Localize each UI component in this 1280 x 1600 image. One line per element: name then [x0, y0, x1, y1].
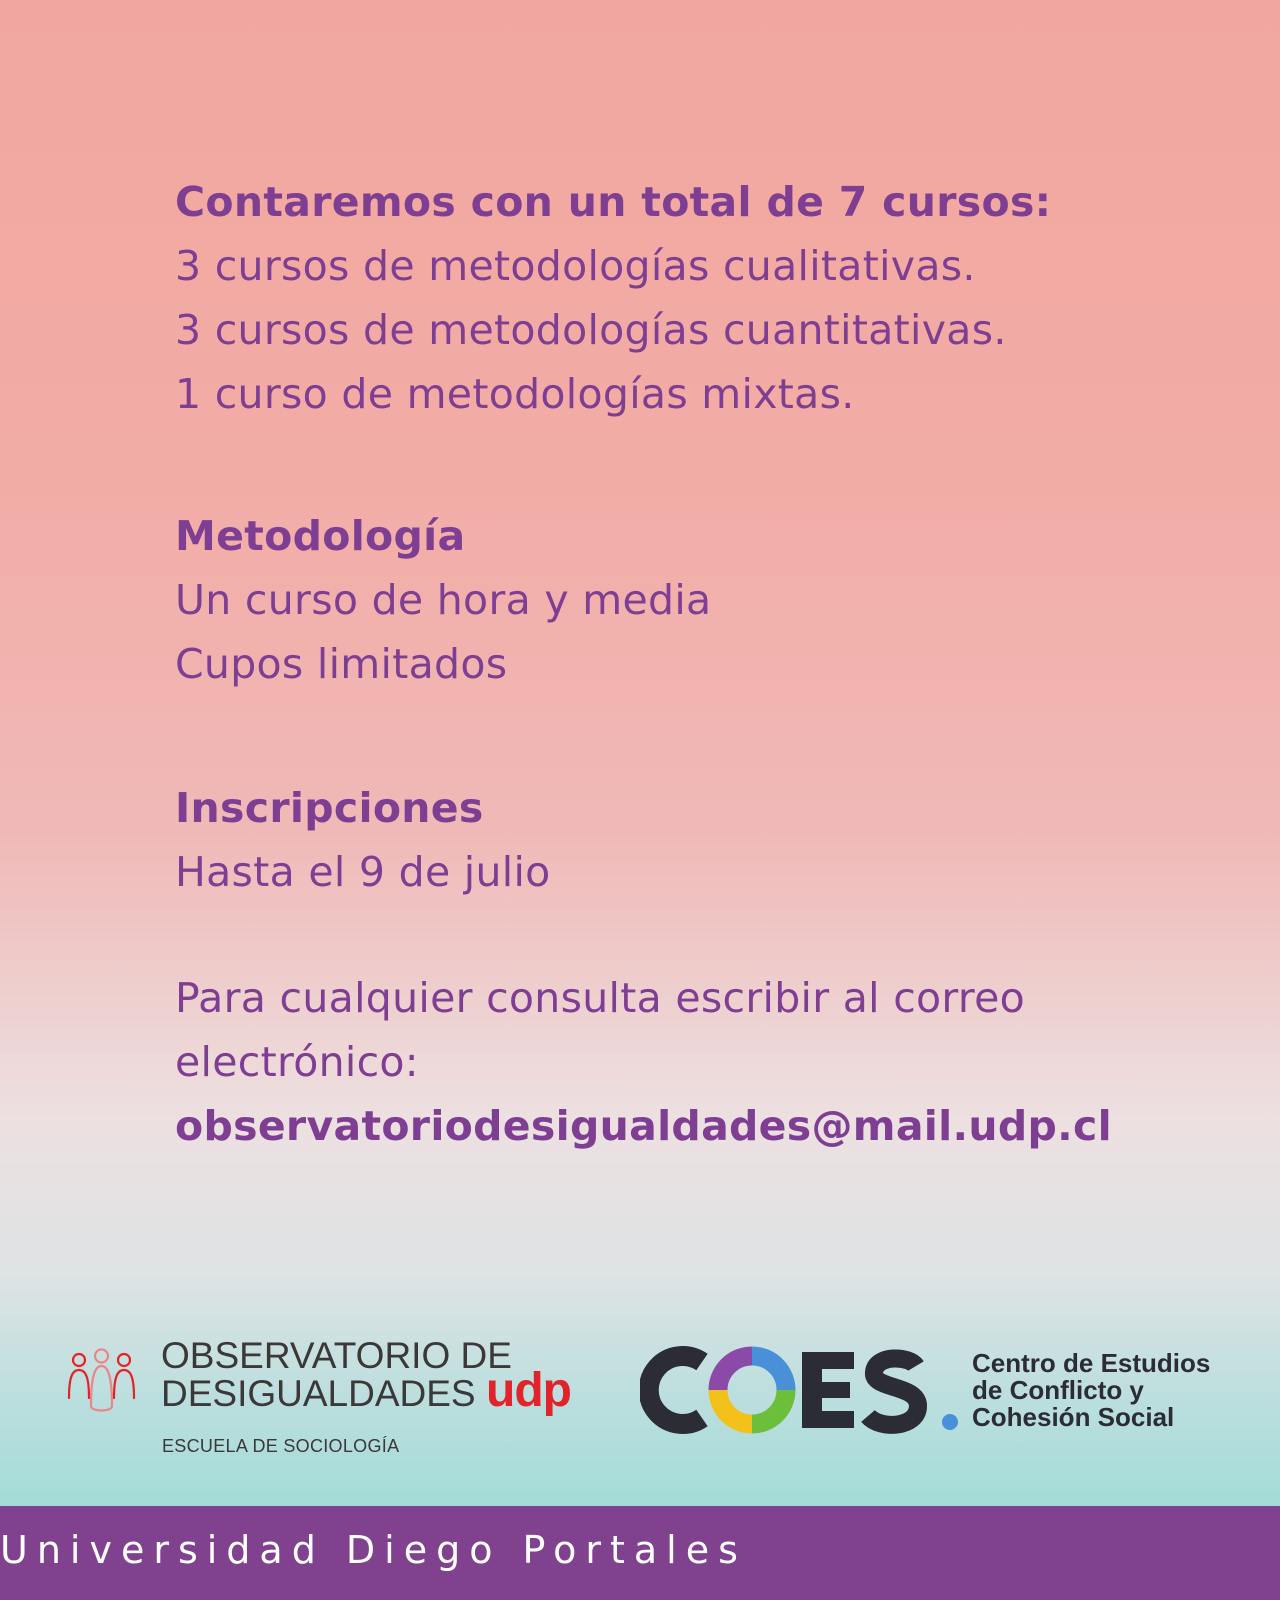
registration-date: Hasta el 9 de julio: [175, 848, 551, 896]
courses-section: [175, 170, 1225, 426]
registration-section: [175, 776, 1225, 904]
coes-subtitle-line: Centro de Estudios: [972, 1348, 1211, 1378]
main-content: [175, 170, 1225, 1158]
course-item: 1 curso de metodologías mixtas.: [175, 370, 855, 418]
footer-text: Universidad Diego Portales: [0, 1528, 747, 1572]
contact-text: electrónico:: [175, 1038, 419, 1086]
observatorio-logo: [66, 1336, 606, 1466]
courses-heading: Contaremos con un total de 7 cursos:: [175, 178, 1052, 226]
methodology-item: Un curso de hora y media: [175, 576, 712, 624]
observatorio-title-line2: DESIGUALDADES: [161, 1373, 476, 1414]
coes-subtitle-line: Cohesión Social: [972, 1402, 1175, 1432]
course-item: 3 cursos de metodologías cualitativas.: [175, 242, 976, 290]
contact-section: [175, 966, 1225, 1158]
observatorio-school: ESCUELA DE SOCIOLOGÍA: [162, 1436, 400, 1456]
observatorio-title-line1: OBSERVATORIO DE: [161, 1335, 512, 1376]
coes-wordmark: [640, 1340, 960, 1440]
course-item: 3 cursos de metodologías cuantitativas.: [175, 306, 1007, 354]
udp-brand: udp: [486, 1364, 571, 1417]
people-icon: [66, 1348, 138, 1418]
footer-bar: [0, 1506, 1280, 1600]
methodology-section: [175, 504, 1225, 696]
registration-heading: Inscripciones: [175, 784, 484, 832]
methodology-heading: Metodología: [175, 512, 466, 560]
contact-email-link[interactable]: observatoriodesigualdades@mail.udp.cl: [175, 1102, 1112, 1150]
methodology-item: Cupos limitados: [175, 640, 508, 688]
coes-logo: [640, 1340, 1240, 1450]
coes-subtitle: [972, 1350, 1210, 1431]
coes-subtitle-line: de Conflicto y: [972, 1375, 1144, 1405]
contact-text: Para cualquier consulta escribir al correo: [175, 974, 1026, 1022]
